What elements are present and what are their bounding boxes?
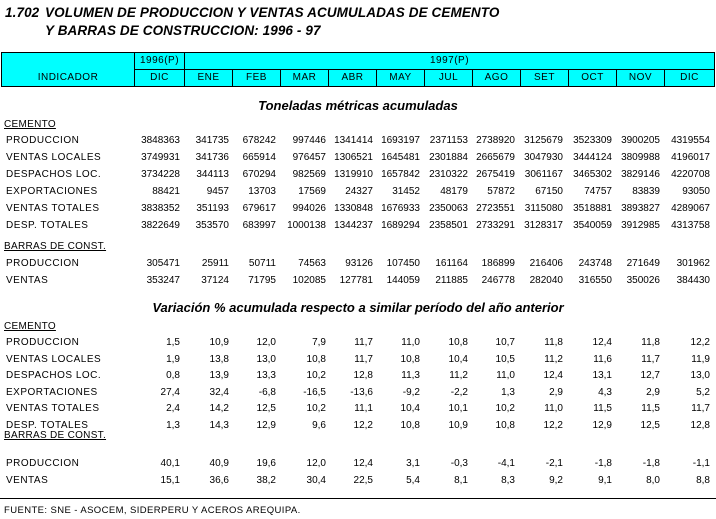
- cell-value: 11,5: [641, 403, 660, 415]
- cell-value: -9,2: [402, 386, 420, 398]
- cell-value: 2,9: [549, 386, 563, 398]
- cell-value: 679617: [242, 203, 276, 214]
- cell-value: 8,1: [454, 475, 468, 486]
- cell-value: 12,5: [256, 403, 276, 415]
- cell-value: 1,5: [166, 337, 180, 348]
- row-label: DESP. TOTALES: [6, 420, 89, 431]
- cell-value: 11,2: [544, 353, 563, 365]
- table-row: [0, 352, 716, 368]
- cell-value: -1,8: [594, 458, 612, 469]
- cell-value: -1,8: [642, 458, 660, 469]
- table-row: [0, 473, 716, 489]
- title-code: 1.702: [5, 5, 40, 20]
- cell-value: 12,2: [690, 337, 710, 348]
- cell-value: 4313758: [671, 220, 710, 231]
- cell-value: 341735: [195, 135, 229, 146]
- cell-value: 2310322: [429, 169, 468, 180]
- title-line-2: Y BARRAS DE CONSTRUCCION: 1996 - 97: [45, 23, 321, 38]
- cell-value: 25911: [201, 258, 229, 269]
- cell-value: 11,8: [641, 337, 660, 348]
- cell-value: 50711: [248, 258, 276, 269]
- cell-value: 13,3: [256, 370, 276, 382]
- cell-value: 27,4: [160, 386, 180, 398]
- group-label-cement-2: CEMENTO: [4, 321, 56, 332]
- cell-value: 12,0: [306, 458, 326, 469]
- cell-value: 11,7: [354, 353, 373, 365]
- cell-value: 1330848: [334, 203, 373, 214]
- cell-value: 93050: [682, 186, 710, 197]
- cell-value: 7,9: [312, 337, 326, 348]
- row-label: DESPACHOS LOC.: [6, 370, 102, 382]
- cell-value: 48179: [440, 186, 468, 197]
- cell-value: 2733291: [476, 220, 515, 231]
- cell-value: 40,1: [160, 458, 180, 469]
- row-label: VENTAS: [6, 275, 49, 286]
- cell-value: 11,3: [401, 370, 420, 382]
- cell-value: 3838352: [141, 203, 180, 214]
- cell-value: 1319910: [334, 169, 373, 180]
- cell-value: 683997: [242, 220, 276, 231]
- cell-value: 2723551: [476, 203, 515, 214]
- cell-value: 9457: [206, 186, 229, 197]
- cell-value: 1000138: [287, 220, 326, 231]
- table-row: [0, 150, 716, 166]
- cell-value: 11,0: [496, 370, 515, 382]
- cell-value: 3848363: [141, 135, 180, 146]
- cell-value: 3061167: [524, 169, 563, 180]
- cell-value: 12,9: [256, 420, 276, 431]
- cell-value: 10,9: [209, 337, 229, 348]
- cell-value: 36,6: [209, 475, 229, 486]
- cell-value: 997446: [292, 135, 326, 146]
- cell-value: 161164: [435, 258, 468, 269]
- cell-value: 1,3: [501, 386, 515, 398]
- cell-value: -2,2: [450, 386, 468, 398]
- cell-value: 3734228: [141, 169, 180, 180]
- cell-value: 4319554: [671, 135, 710, 146]
- cell-value: 88421: [152, 186, 180, 197]
- row-label: VENTAS LOCALES: [6, 152, 102, 163]
- cell-value: 22,5: [353, 475, 373, 486]
- month-header: FEB: [233, 70, 281, 87]
- cell-value: -4,1: [497, 458, 515, 469]
- cell-value: 4289067: [671, 203, 710, 214]
- row-label: EXPORTACIONES: [6, 386, 98, 398]
- cell-value: 1341414: [334, 135, 373, 146]
- cell-value: 14,2: [209, 403, 229, 415]
- cell-value: 11,8: [544, 337, 563, 348]
- table-row: [0, 201, 716, 217]
- section-title-tonnes: Toneladas métricas acumuladas: [258, 98, 458, 113]
- cell-value: 9,2: [549, 475, 563, 486]
- cell-value: 8,8: [696, 475, 710, 486]
- cell-value: 4196017: [671, 152, 710, 163]
- cell-value: 2,9: [646, 386, 660, 398]
- cell-value: 3444124: [573, 152, 612, 163]
- cell-value: 3749931: [141, 152, 180, 163]
- table-row: [0, 184, 716, 200]
- cell-value: 665914: [242, 152, 276, 163]
- cell-value: 9,1: [598, 475, 612, 486]
- cell-value: 8,0: [646, 475, 660, 486]
- cell-value: 2301884: [429, 152, 468, 163]
- table-row: [0, 368, 716, 384]
- cell-value: 10,8: [306, 353, 326, 365]
- cell-value: 353570: [195, 220, 229, 231]
- cell-value: 1676933: [381, 203, 420, 214]
- cell-value: 83839: [632, 186, 660, 197]
- table-row: [0, 218, 716, 234]
- cell-value: -0,3: [450, 458, 468, 469]
- cell-value: 13,8: [209, 353, 229, 365]
- cell-value: 12,4: [592, 337, 612, 348]
- cell-value: 12,0: [256, 337, 276, 348]
- cell-value: 4220708: [671, 169, 710, 180]
- month-header: AGO: [473, 70, 521, 87]
- cell-value: 10,2: [306, 370, 326, 382]
- month-header: SET: [521, 70, 569, 87]
- cell-value: 12,4: [353, 458, 373, 469]
- cell-value: 10,2: [495, 403, 515, 415]
- table-row: [0, 401, 716, 417]
- cell-value: 353247: [146, 275, 180, 286]
- month-header: OCT: [569, 70, 617, 87]
- cell-value: 2350063: [429, 203, 468, 214]
- cell-value: 32,4: [209, 386, 229, 398]
- cell-value: -2,1: [545, 458, 563, 469]
- cell-value: 3128317: [524, 220, 563, 231]
- cell-value: 11,7: [354, 337, 373, 348]
- cell-value: 3115080: [524, 203, 563, 214]
- month-header: ABR: [329, 70, 377, 87]
- table-row: [0, 418, 716, 434]
- cell-value: 12,2: [543, 420, 563, 431]
- row-label: VENTAS TOTALES: [6, 203, 100, 214]
- cell-value: 10,8: [495, 420, 515, 431]
- cell-value: 144059: [386, 275, 420, 286]
- cell-value: 994026: [292, 203, 326, 214]
- cell-value: 12,8: [353, 370, 373, 382]
- cell-value: 102085: [292, 275, 326, 286]
- indicator-header: INDICADOR: [2, 53, 135, 87]
- cell-value: 127781: [339, 275, 373, 286]
- cell-value: 216406: [529, 258, 563, 269]
- cell-value: -6,8: [258, 386, 276, 398]
- footer-source: FUENTE: SNE - ASOCEM, SIDERPERU Y ACEROS AREQUIPA.: [4, 505, 301, 516]
- cell-value: 10,8: [400, 353, 420, 365]
- row-label: PRODUCCION: [6, 337, 80, 348]
- cell-value: 10,9: [448, 420, 468, 431]
- cell-value: -13,6: [350, 386, 373, 398]
- row-label: VENTAS: [6, 475, 49, 486]
- cell-value: 11,1: [354, 403, 373, 415]
- cell-value: 2,4: [166, 403, 180, 415]
- footer-divider: [0, 498, 716, 499]
- cell-value: 30,4: [306, 475, 326, 486]
- cell-value: 11,7: [691, 403, 710, 415]
- cell-value: 11,2: [449, 370, 468, 382]
- cell-value: 271649: [626, 258, 660, 269]
- cell-value: 976457: [292, 152, 326, 163]
- cell-value: 341736: [195, 152, 229, 163]
- table-row: [0, 256, 716, 272]
- cell-value: 12,5: [640, 420, 660, 431]
- cell-value: 10,8: [448, 337, 468, 348]
- cell-value: 31452: [392, 186, 420, 197]
- cell-value: 57872: [487, 186, 515, 197]
- cell-value: 71795: [248, 275, 276, 286]
- cell-value: 1657842: [381, 169, 420, 180]
- cell-value: 74757: [584, 186, 612, 197]
- cell-value: 3125679: [524, 135, 563, 146]
- cell-value: 2675419: [476, 169, 515, 180]
- title-line-1: VOLUMEN DE PRODUCCION Y VENTAS ACUMULADAS DE CEMENTO: [45, 5, 500, 20]
- cell-value: 243748: [578, 258, 612, 269]
- cell-value: 678242: [242, 135, 276, 146]
- cell-value: 5,4: [406, 475, 420, 486]
- cell-value: 0,8: [166, 370, 180, 382]
- row-label: EXPORTACIONES: [6, 186, 98, 197]
- cell-value: 305471: [146, 258, 180, 269]
- month-header: DIC: [135, 70, 185, 87]
- cell-value: 316550: [578, 275, 612, 286]
- month-header: MAY: [377, 70, 425, 87]
- cell-value: 301962: [676, 258, 710, 269]
- row-label: DESPACHOS LOC.: [6, 169, 102, 180]
- cell-value: 4,3: [598, 386, 612, 398]
- cell-value: 350026: [626, 275, 660, 286]
- cell-value: 2371153: [429, 135, 468, 146]
- cell-value: 9,6: [312, 420, 326, 431]
- cell-value: 13,0: [690, 370, 710, 382]
- cell-value: 1,9: [166, 353, 180, 365]
- cell-value: 11,7: [641, 353, 660, 365]
- cell-value: 670294: [242, 169, 276, 180]
- cell-value: 1693197: [381, 135, 420, 146]
- cell-value: 3822649: [141, 220, 180, 231]
- cell-value: 93126: [345, 258, 373, 269]
- cell-value: 12,2: [353, 420, 373, 431]
- cell-value: 2738920: [476, 135, 515, 146]
- cell-value: 12,8: [690, 420, 710, 431]
- cell-value: 3809988: [621, 152, 660, 163]
- cell-value: 13703: [248, 186, 276, 197]
- cell-value: 17569: [298, 186, 326, 197]
- cell-value: 282040: [529, 275, 563, 286]
- year-1997-header: 1997(P): [185, 53, 715, 70]
- cell-value: 1344237: [334, 220, 373, 231]
- row-label: VENTAS LOCALES: [6, 353, 102, 365]
- cell-value: 10,8: [400, 420, 420, 431]
- cell-value: 384430: [676, 275, 710, 286]
- cell-value: -16,5: [303, 386, 326, 398]
- month-header: MAR: [281, 70, 329, 87]
- table-row: [0, 273, 716, 289]
- cell-value: -1,1: [692, 458, 710, 469]
- cell-value: 15,1: [160, 475, 180, 486]
- cell-value: 13,9: [209, 370, 229, 382]
- cell-value: 351193: [196, 203, 229, 214]
- cell-value: 11,9: [691, 353, 710, 365]
- month-header: NOV: [617, 70, 665, 87]
- group-label-bars-1: BARRAS DE CONST.: [4, 241, 107, 252]
- cell-value: 74563: [298, 258, 326, 269]
- cell-value: 13,1: [592, 370, 612, 382]
- cell-value: 11,0: [401, 337, 420, 348]
- cell-value: 10,7: [495, 337, 515, 348]
- cell-value: 2358501: [429, 220, 468, 231]
- cell-value: 10,2: [306, 403, 326, 415]
- cell-value: 1,3: [166, 420, 180, 431]
- row-label: VENTAS TOTALES: [6, 403, 100, 415]
- cell-value: 2665679: [476, 152, 515, 163]
- row-label: PRODUCCION: [6, 258, 80, 269]
- cell-value: 38,2: [256, 475, 276, 486]
- cell-value: 12,4: [543, 370, 563, 382]
- row-label: PRODUCCION: [6, 458, 80, 469]
- cell-value: 8,3: [501, 475, 515, 486]
- cell-value: 107450: [386, 258, 420, 269]
- table-row: [0, 133, 716, 149]
- cell-value: 3047930: [524, 152, 563, 163]
- group-label-cement-1: CEMENTO: [4, 119, 56, 130]
- table-row: [0, 335, 716, 351]
- cell-value: 11,5: [593, 403, 612, 415]
- group-label-bars-2: BARRAS DE CONST.: [4, 430, 107, 441]
- cell-value: 211885: [435, 275, 468, 286]
- cell-value: 3518881: [573, 203, 612, 214]
- section-title-variation: Variación % acumulada respecto a similar período del año anterior: [152, 300, 564, 315]
- cell-value: 10,1: [448, 403, 468, 415]
- cell-value: 67150: [535, 186, 563, 197]
- cell-value: 24327: [345, 186, 373, 197]
- cell-value: 11,6: [593, 353, 612, 365]
- cell-value: 12,7: [640, 370, 660, 382]
- cell-value: 982569: [292, 169, 326, 180]
- row-label: PRODUCCION: [6, 135, 80, 146]
- cell-value: 13,0: [256, 353, 276, 365]
- cell-value: 40,9: [209, 458, 229, 469]
- row-label: DESP. TOTALES: [6, 220, 89, 231]
- cell-value: 3900205: [621, 135, 660, 146]
- table-row: [0, 385, 716, 401]
- cell-value: 1306521: [334, 152, 373, 163]
- cell-value: 344113: [196, 169, 229, 180]
- cell-value: 3523309: [573, 135, 612, 146]
- cell-value: 14,3: [209, 420, 229, 431]
- month-header: ENE: [185, 70, 233, 87]
- cell-value: 10,4: [448, 353, 468, 365]
- cell-value: 3829146: [621, 169, 660, 180]
- cell-value: 37124: [201, 275, 229, 286]
- month-header: JUL: [425, 70, 473, 87]
- cell-value: 3893827: [621, 203, 660, 214]
- cell-value: 12,9: [592, 420, 612, 431]
- cell-value: 186899: [481, 258, 515, 269]
- cell-value: 3465302: [573, 169, 612, 180]
- cell-value: 3,1: [406, 458, 420, 469]
- cell-value: 10,5: [495, 353, 515, 365]
- cell-value: 11,0: [544, 403, 563, 415]
- year-1996-header: 1996(P): [135, 53, 185, 70]
- month-header: DIC: [665, 70, 715, 87]
- cell-value: 3540059: [573, 220, 612, 231]
- cell-value: 1689294: [381, 220, 420, 231]
- column-header: [1, 52, 715, 87]
- table-row: [0, 167, 716, 183]
- table-row: [0, 456, 716, 472]
- cell-value: 5,2: [696, 386, 710, 398]
- page-title: [5, 4, 499, 40]
- cell-value: 10,4: [400, 403, 420, 415]
- cell-value: 246778: [481, 275, 515, 286]
- cell-value: 19,6: [256, 458, 276, 469]
- cell-value: 3912985: [621, 220, 660, 231]
- cell-value: 1645481: [381, 152, 420, 163]
